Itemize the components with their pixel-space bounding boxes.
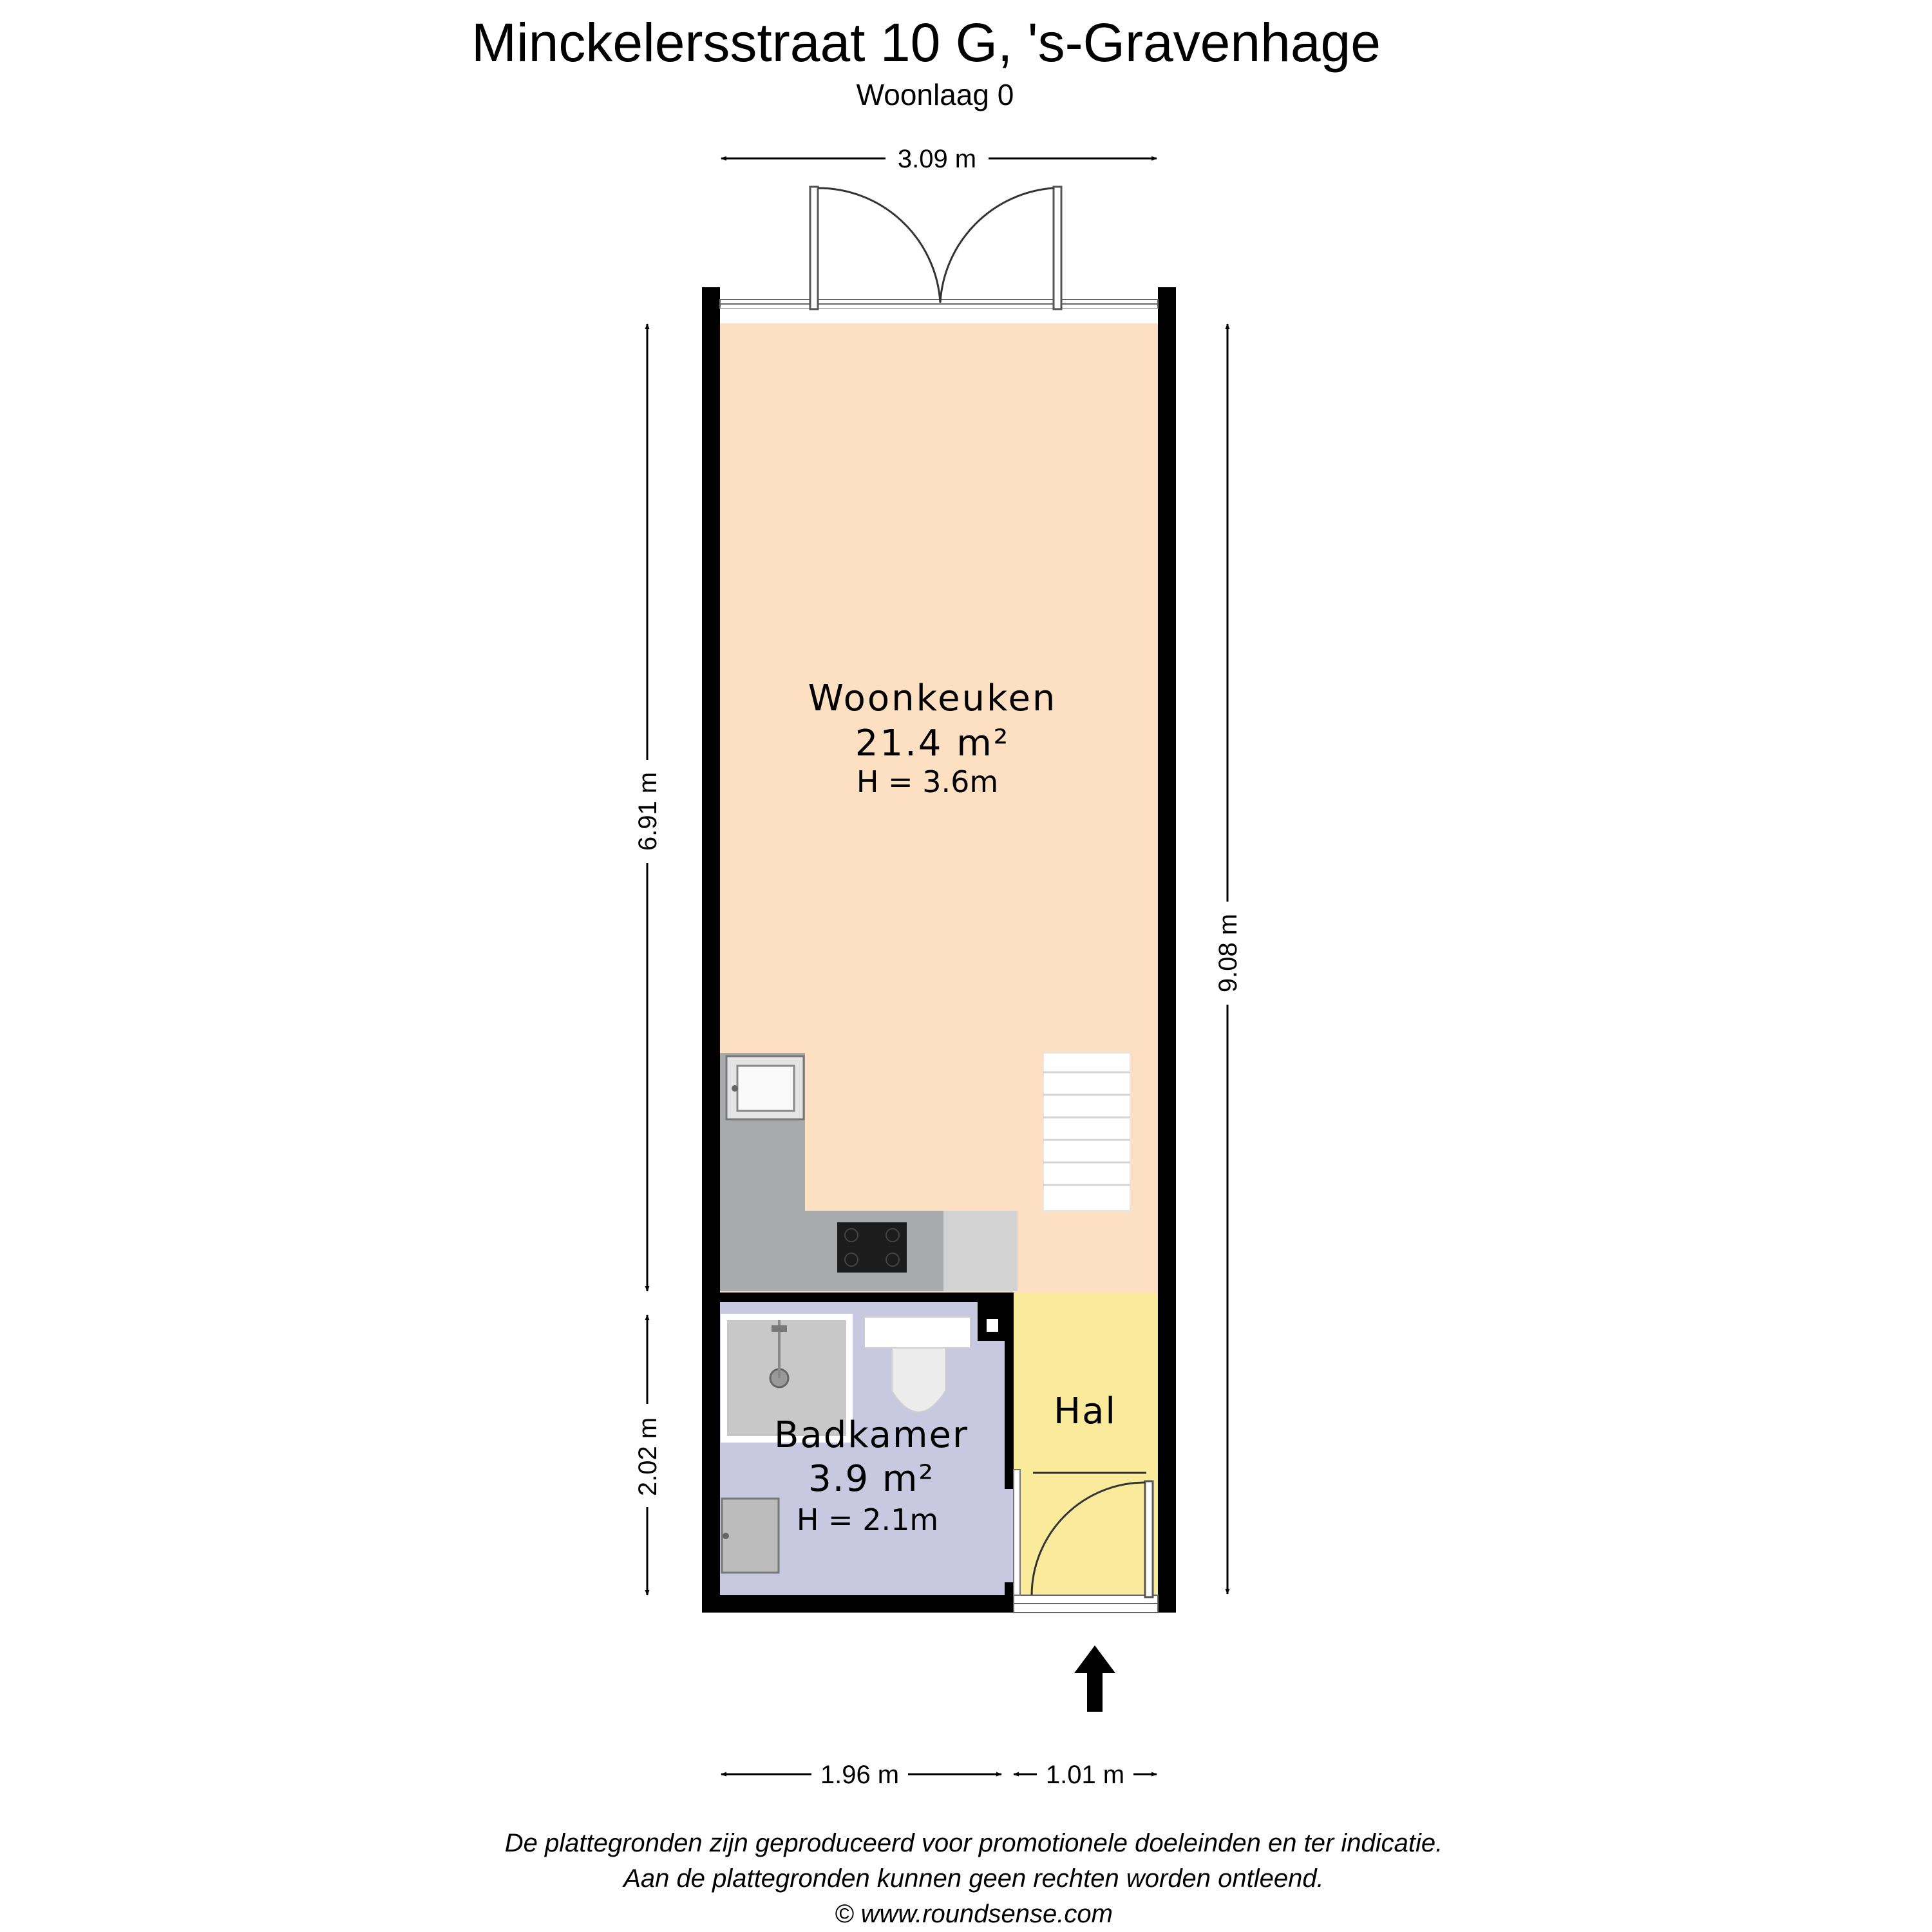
copyright-text: © www.roundsense.com <box>835 1900 1113 1928</box>
disclaimer-line-2: Aan de plattegronden kunnen geen rechten worden ontleend. <box>623 1864 1324 1893</box>
washbasin-icon <box>722 1499 779 1573</box>
room-area-badkamer: 3.9 m² <box>808 1458 934 1500</box>
room-name-hal: Hal <box>1054 1390 1117 1432</box>
dimension-bottom-right <box>1014 1761 1157 1789</box>
garden-doors <box>810 187 1061 309</box>
dimension-top-label: 3.09 m <box>897 145 977 173</box>
room-hal <box>1014 1293 1158 1595</box>
dimension-bottom-left-label: 1.96 m <box>820 1761 900 1789</box>
dimension-left-upper <box>634 324 662 1291</box>
room-area-woonkeuken: 21.4 m² <box>855 723 1010 764</box>
dimension-left-lower <box>634 1315 662 1595</box>
entrance-arrow-icon <box>1074 1645 1115 1712</box>
dimension-right-label: 9.08 m <box>1214 913 1242 993</box>
dimension-right <box>1214 324 1242 1594</box>
room-height-woonkeuken: H = 3.6m <box>856 764 999 799</box>
room-name-woonkeuken: Woonkeuken <box>808 677 1057 719</box>
staircase <box>1043 1053 1130 1211</box>
room-name-badkamer: Badkamer <box>773 1414 969 1456</box>
page-title: Minckelersstraat 10 G, 's-Gravenhage <box>471 12 1381 73</box>
dimension-bottom-right-label: 1.01 m <box>1045 1761 1125 1789</box>
floor-label: Woonlaag 0 <box>856 78 1014 111</box>
rear-glazing <box>720 299 1158 323</box>
sink-icon <box>726 1056 804 1119</box>
disclaimer-line-1: De plattegronden zijn geproduceerd voor promotionele doeleinden en ter indicatie. <box>504 1829 1443 1857</box>
dimension-bottom-left <box>721 1761 1001 1789</box>
room-height-badkamer: H = 2.1m <box>796 1502 939 1537</box>
cooktop-icon <box>837 1222 907 1273</box>
dimension-top <box>721 145 1157 173</box>
dimension-left-upper-label: 6.91 m <box>634 772 662 851</box>
dimension-left-lower-label: 2.02 m <box>634 1417 662 1497</box>
